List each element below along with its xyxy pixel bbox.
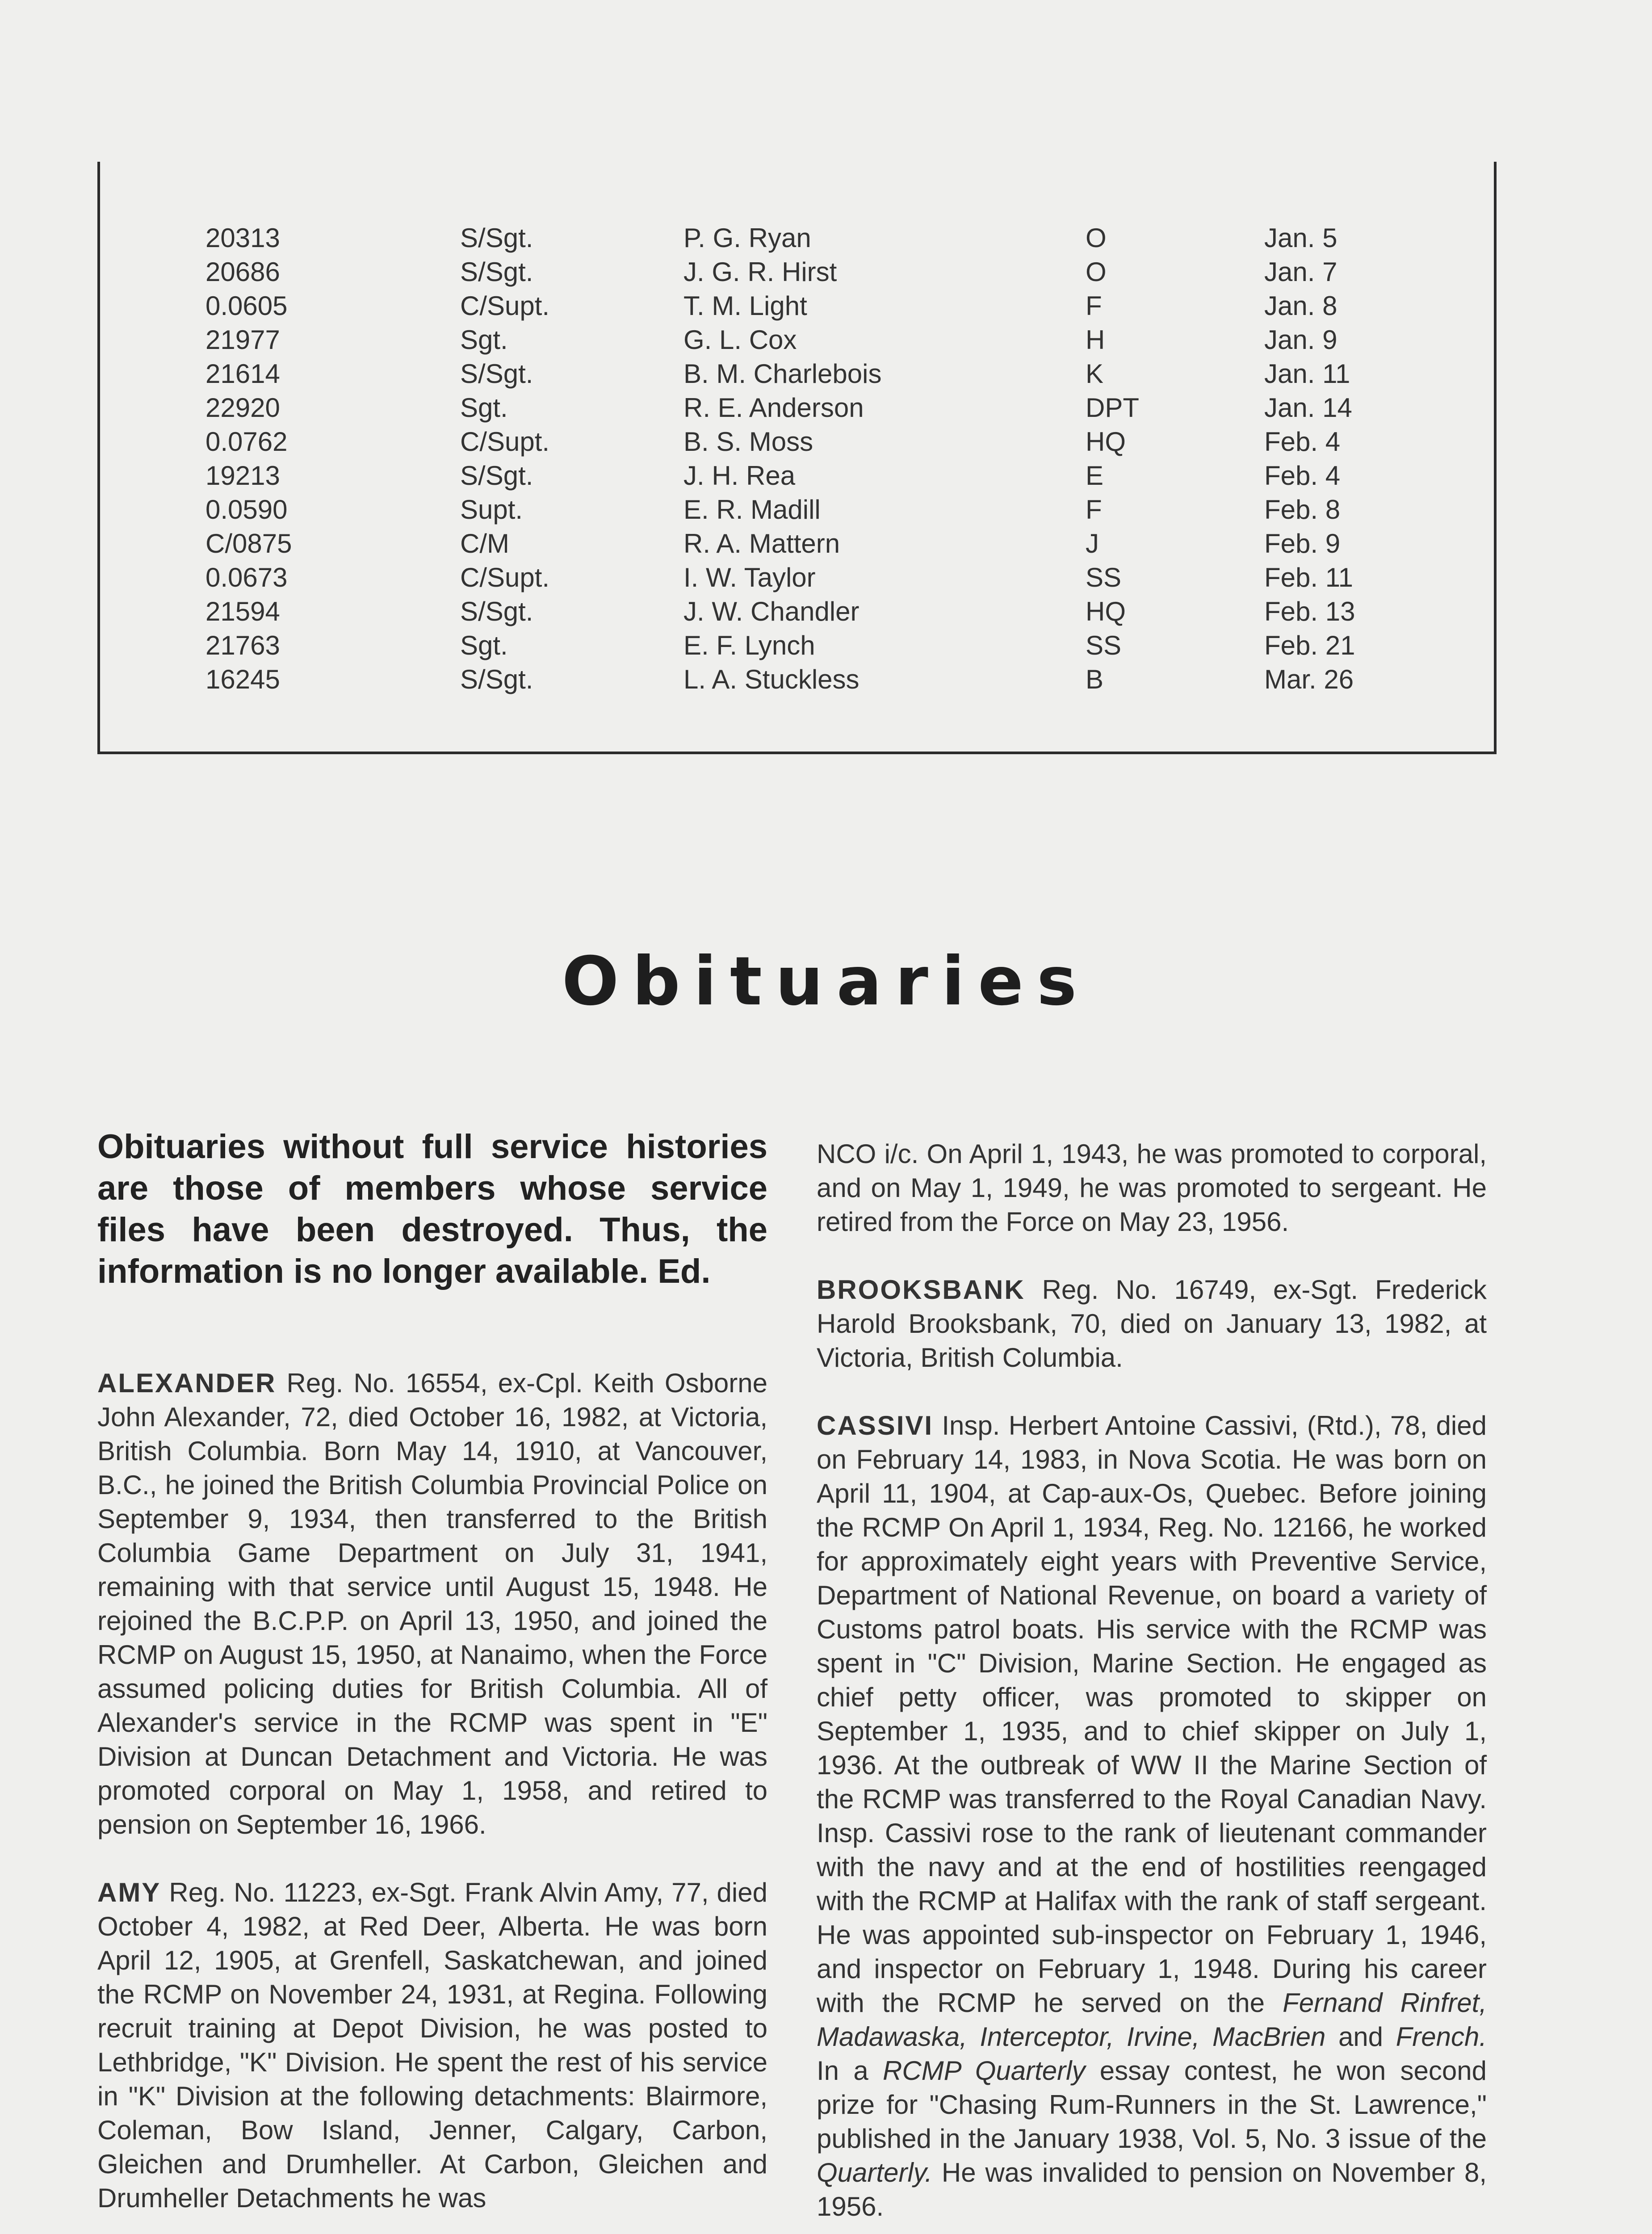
promotion-row [205, 493, 1514, 527]
promotion-row [205, 629, 1514, 663]
reg-number: 21763 [205, 630, 280, 660]
rank: C/M [460, 529, 509, 558]
division: F [1086, 495, 1102, 525]
promotion-row [205, 357, 1514, 391]
rank: Supt. [460, 495, 523, 525]
reg-number: 16245 [205, 664, 280, 694]
ship-name: French. [1396, 2022, 1487, 2052]
obituary-text: essay contest, he won second prize for "Chasing Rum-Runners in the St. Lawrence," published in the January 1938, Vol. 5, No. 3 issue of the [817, 2056, 1487, 2154]
reg-number: 0.0673 [205, 563, 288, 592]
date: Jan. 5 [1264, 223, 1338, 253]
obituary-text: and [1338, 2022, 1384, 2052]
promotion-row [205, 391, 1514, 425]
obituary-name: AMY [97, 1877, 161, 1907]
date: Feb. 9 [1264, 529, 1341, 558]
obituary-text: Insp. Herbert Antoine Cassivi, (Rtd.), 78, died on February 14, 1983, in Nova Scotia. He was born on April 11, 1904, at Cap-aux-Os, Quebec. Before joining the RCMP On April 1, 1934, Reg. No. 12166, he worked for approximately eight years with Preventive Service, Department of National Revenue, on board a variety of Customs patrol boats. His service with the RCMP was spent in "C" Division, Marine Section. He engaged as chief petty officer, was promoted to skipper on September 1, 1935, and to chief skipper on July 1, 1936. At the outbreak of WW II the Marine Section of the RCMP was transferred to the Royal Canadian Navy. Insp. Cassivi rose to the rank of lieutenant commander with the navy and at the end of hostilities reengaged with the RCMP at Halifax with the rank of staff sergeant. He was appointed sub-inspector on February 1, 1946, and inspector on February 1, 1948. During his career with the RCMP he served on the [817, 1411, 1487, 2018]
promotion-row [205, 289, 1514, 323]
member-name: T. M. Light [683, 291, 807, 321]
date: Feb. 8 [1264, 495, 1341, 525]
obituary-cassivi [817, 1409, 1487, 2224]
division: HQ [1086, 427, 1126, 457]
member-name: B. M. Charlebois [683, 359, 882, 389]
rank: S/Sgt. [460, 359, 533, 389]
obituary-text: He was invalided to pension on November 8, 1956. [817, 2158, 1487, 2221]
member-name: G. L. Cox [683, 325, 797, 355]
promotion-row [205, 527, 1514, 561]
division: O [1086, 257, 1107, 287]
rank: C/Supt. [460, 291, 550, 321]
obituary-name: BROOKSBANK [817, 1275, 1025, 1305]
editor-note: Obituaries without full service histories are those of members whose service files have been destroyed. Thus, the information is no longer available. Ed. [97, 1128, 767, 1290]
member-name: B. S. Moss [683, 427, 813, 457]
rank: S/Sgt. [460, 664, 533, 694]
promotion-row [205, 425, 1514, 459]
member-name: R. A. Mattern [683, 529, 840, 558]
reg-number: 0.0762 [205, 427, 288, 457]
date: Mar. 26 [1264, 664, 1354, 694]
reg-number: C/0875 [205, 529, 292, 558]
obituary-name: ALEXANDER [97, 1368, 277, 1398]
promotion-row [205, 459, 1514, 493]
reg-number: 20686 [205, 257, 280, 287]
obituary-amy [97, 1876, 767, 2215]
rank: C/Supt. [460, 563, 550, 592]
rank: C/Supt. [460, 427, 550, 457]
rank: Sgt. [460, 393, 508, 423]
page-title: Obituaries [562, 943, 1090, 1020]
date: Jan. 14 [1264, 393, 1352, 423]
reg-number: 22920 [205, 393, 280, 423]
obituary-text: In a [817, 2056, 868, 2086]
member-name: J. H. Rea [683, 461, 796, 491]
division: H [1086, 325, 1105, 355]
date: Jan. 8 [1264, 291, 1338, 321]
division: HQ [1086, 596, 1126, 626]
member-name: J. W. Chandler [683, 596, 860, 626]
promotions-table [205, 221, 1514, 697]
reg-number: 21977 [205, 325, 280, 355]
rank: Sgt. [460, 325, 508, 355]
division: K [1086, 359, 1104, 389]
date: Feb. 4 [1264, 461, 1341, 491]
division: E [1086, 461, 1104, 491]
rank: Sgt. [460, 630, 508, 660]
division: J [1086, 529, 1099, 558]
promotion-row [205, 221, 1514, 255]
obituary-text: Reg. No. 11223, ex-Sgt. Frank Alvin Amy, 77, died October 4, 1982, at Red Deer, Alberta. He was born April 12, 1905, at Grenfell, Saskatchewan, and joined the RCMP on November 24, 1931, at Regina. Following recruit training at Depot Division, he was posted to Lethbridge, "K" Division. He spent the rest of his service in "K" Division at the following detachments: Blairmore, Coleman, Bow Island, Jenner, Calgary, Carbon, Gleichen and Drumheller. At Carbon, Gleichen and Drumheller Detachments he was [97, 1877, 767, 2213]
left-column [97, 1126, 767, 2234]
date: Feb. 13 [1264, 596, 1355, 626]
date: Feb. 21 [1264, 630, 1355, 660]
member-name: J. G. R. Hirst [683, 257, 837, 287]
reg-number: 20313 [205, 223, 280, 253]
reg-number: 19213 [205, 461, 280, 491]
division: B [1086, 664, 1104, 694]
publication-name: Quarterly. [817, 2158, 932, 2188]
member-name: L. A. Stuckless [683, 664, 860, 694]
reg-number: 0.0605 [205, 291, 288, 321]
obituary-brooksbank [817, 1273, 1487, 1375]
date: Jan. 9 [1264, 325, 1338, 355]
right-column [817, 1137, 1487, 2234]
member-name: R. E. Anderson [683, 393, 864, 423]
date: Jan. 7 [1264, 257, 1338, 287]
member-name: P. G. Ryan [683, 223, 811, 253]
obituary-name: CASSIVI [817, 1411, 934, 1440]
division: F [1086, 291, 1102, 321]
date: Jan. 11 [1264, 359, 1350, 389]
reg-number: 0.0590 [205, 495, 288, 525]
date: Feb. 4 [1264, 427, 1341, 457]
division: DPT [1086, 393, 1139, 423]
division: SS [1086, 630, 1122, 660]
promotion-row [205, 595, 1514, 629]
obituary-alexander [97, 1366, 767, 1842]
rank: S/Sgt. [460, 223, 533, 253]
reg-number: 21614 [205, 359, 280, 389]
division: O [1086, 223, 1107, 253]
promotion-row [205, 323, 1514, 357]
publication-name: RCMP Quarterly [883, 2056, 1086, 2086]
obituary-text: Reg. No. 16749, ex-Sgt. Frederick Harold Brooksbank, 70, died on January 13, 1982, at Victoria, British Columbia. [817, 1275, 1487, 1373]
rank: S/Sgt. [460, 596, 533, 626]
obituary-amy-continued: NCO i/c. On April 1, 1943, he was promoted to corporal, and on May 1, 1949, he was promoted to sergeant. He retired from the Force on May 23, 1956. [817, 1139, 1487, 1237]
rank: S/Sgt. [460, 257, 533, 287]
division: SS [1086, 563, 1122, 592]
reg-number: 21594 [205, 596, 280, 626]
obituary-text: Reg. No. 16554, ex-Cpl. Keith Osborne John Alexander, 72, died October 16, 1982, at Victoria, British Columbia. Born May 14, 1910, at Vancouver, B.C., he joined the British Columbia Provincial Police on September 9, 1934, then transferred to the British Columbia Game Department on July 31, 1941, remaining with that service until August 15, 1948. He rejoined the B.C.P.P. on April 13, 1950, and joined the RCMP on August 15, 1950, at Nanaimo, when the Force assumed policing duties for British Columbia. All of Alexander's service in the RCMP was spent in "E" Division at Duncan Detachment and Victoria. He was promoted corporal on May 1, 1958, and retired to pension on September 16, 1966. [97, 1368, 768, 1839]
ship-names: Fernand Rinfret, Madawaska, Interceptor, Irvine, MacBrien [817, 1988, 1487, 2052]
promotion-row [205, 255, 1514, 289]
member-name: I. W. Taylor [683, 563, 816, 592]
date: Feb. 11 [1264, 563, 1354, 592]
member-name: E. F. Lynch [683, 630, 815, 660]
rank: S/Sgt. [460, 461, 533, 491]
promotion-row [205, 663, 1514, 697]
promotion-row [205, 561, 1514, 595]
member-name: E. R. Madill [683, 495, 821, 525]
